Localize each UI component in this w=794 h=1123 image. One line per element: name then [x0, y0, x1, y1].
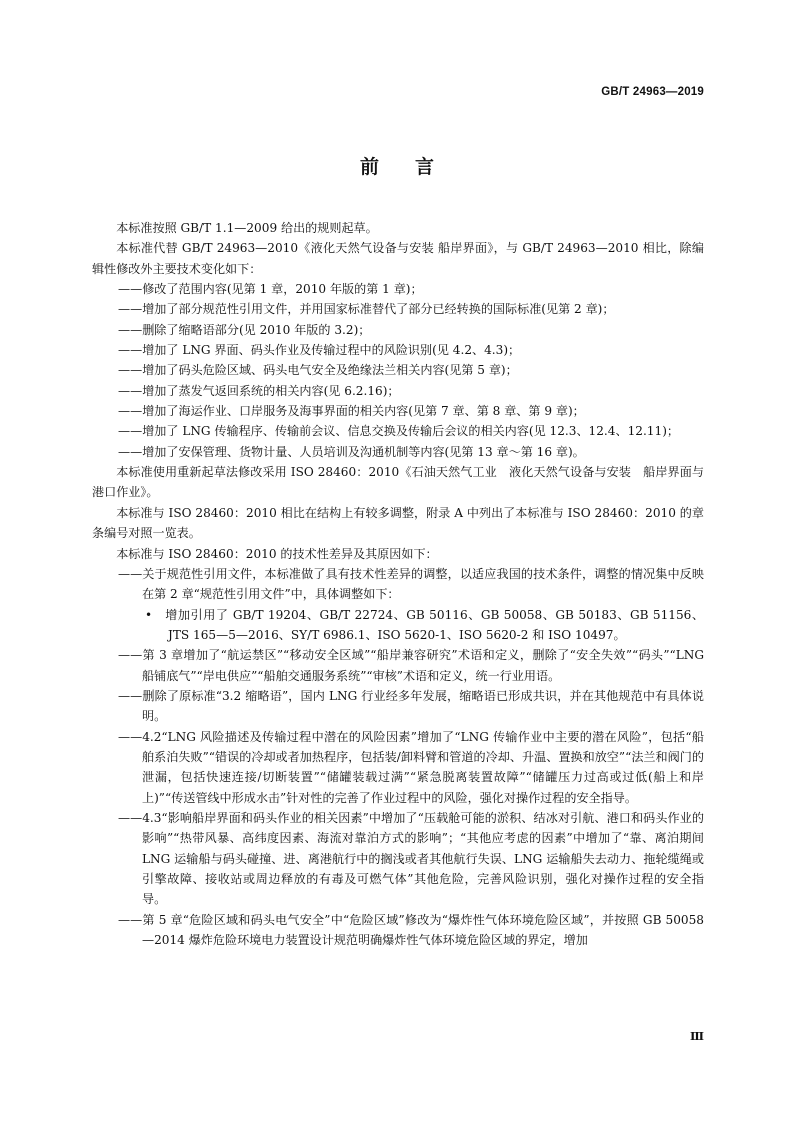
change-item: ——删除了缩略语部分(见 2010 年版的 3.2)；: [118, 322, 371, 337]
change-item: ——增加了海运作业、口岸服务及海事界面的相关内容(见第 7 章、第 8 章、第 9 章)；: [118, 404, 585, 419]
page-title: 前言: [359, 156, 470, 178]
change-item: ——增加了部分规范性引用文件，并用国家标准替代了部分已经转换的国际标准(见第 2 章)；: [118, 302, 615, 317]
page-number: Ⅲ: [689, 1029, 704, 1043]
change-item: ——增加了蒸发气返回系统的相关内容(见 6.2.16)；: [118, 383, 400, 398]
paragraph: 本标准与 ISO 28460：2010 的技术性差异及其原因如下：: [116, 546, 438, 561]
difference-item: ——第 3 章增加了“航运禁区”“移动安全区域”“船岸兼容研究”术语和定义，删除了“安全失效”“码头”“LNG 船铺底气”“岸电供应”“船舶交通服务系统”“审核”术语和定义，统一行业用语。: [118, 648, 704, 683]
body-text: [92, 218, 704, 950]
difference-item: ——4.2“LNG 风险描述及传输过程中潜在的风险因素”增加了“LNG 传输作业中主要的潜在风险”，包括“船舶系泊失败”“错误的冷却或者加热程序，包括装/卸料臂和管道的冷却、升温、置换和放空”“法兰和阀门的泄漏，包括快速连接/切断装置”“储罐装载过满”“紧急脱离装置故障”“储罐压力过高或过低(船上和岸上)”“传送管线中形成水击”针对性的完善了作业过程中的风险，强化对操作过程的安全指导。: [118, 729, 704, 805]
difference-item: ——4.3“影响船岸界面和码头作业的相关因素”中增加了“压载舱可能的淤积、结冰对引航、港口和码头作业的影响”“热带风暴、高纬度因素、海流对靠泊方式的影响”；“其他应考虑的因素”中增加了“靠、离泊期间 LNG 运输船与码头碰撞、进、离港航行中的搁浅或者其他航行失误、LNG 运输船失去动力、拖轮缆绳或引擎故障、接收站或周边释放的有毒及可燃气体”其他危险，完善风险识别，强化对操作过程的安全指导。: [118, 810, 704, 907]
change-item: ——增加了 LNG 传输程序、传输前会议、信息交换及传输后会议的相关内容(见 12.3、12.4、12.11)；: [118, 424, 680, 439]
change-item: ——增加了码头危险区域、码头电气安全及绝缘法兰相关内容(见第 5 章)；: [118, 363, 518, 378]
paragraph: 本标准代替 GB/T 24963—2010《液化天然气设备与安装 船岸界面》，与 GB/T 24963—2010 相比，除编辑性修改外主要技术变化如下：: [92, 241, 704, 276]
paragraph: 本标准按照 GB/T 1.1—2009 给出的规则起草。: [116, 221, 378, 235]
change-item: ——修改了范围内容(见第 1 章，2010 年版的第 1 章)；: [118, 282, 423, 297]
difference-item: ——第 5 章“危险区域和码头电气安全”中“危险区域”修改为“爆炸性气体环境危险区域”，并按照 GB 50058—2014 爆炸危险环境电力装置设计规范明确爆炸性气体环境危险区域的界定，增加: [118, 912, 704, 948]
bullet-item: • 增加引用了 GB/T 19204、GB/T 22724、GB 50116、GB 50058、GB 50183、GB 51156、JTS 165—5—2016、SY/T 6986.1、ISO 5620-1、ISO 5620-2 和 ISO 10497。: [145, 607, 704, 642]
change-item: ——增加了安保管理、货物计量、人员培训及沟通机制等内容(见第 13 章～第 16 章)。: [118, 444, 585, 459]
difference-item: ——删除了原标准“3.2 缩略语”，国内 LNG 行业经多年发展，缩略语已形成共识，并在其他规范中有具体说明。: [118, 688, 704, 724]
paragraph: 本标准使用重新起草法修改采用 ISO 28460：2010《石油天然气工业 液化天然气设备与安装 船岸界面与港口作业》。: [92, 465, 704, 500]
difference-item: ——关于规范性引用文件，本标准做了具有技术性差异的调整，以适应我国的技术条件，调整的情况集中反映在第 2 章“规范性引用文件”中，具体调整如下：: [118, 566, 704, 602]
paragraph: 本标准与 ISO 28460：2010 相比在结构上有较多调整，附录 A 中列出了本标准与 ISO 28460：2010 的章条编号对照一览表。: [92, 505, 704, 541]
change-item: ——增加了 LNG 界面、码头作业及传输过程中的风险识别(见 4.2、4.3)；: [118, 343, 521, 358]
standard-code: GB/T 24963—2019: [601, 86, 704, 98]
